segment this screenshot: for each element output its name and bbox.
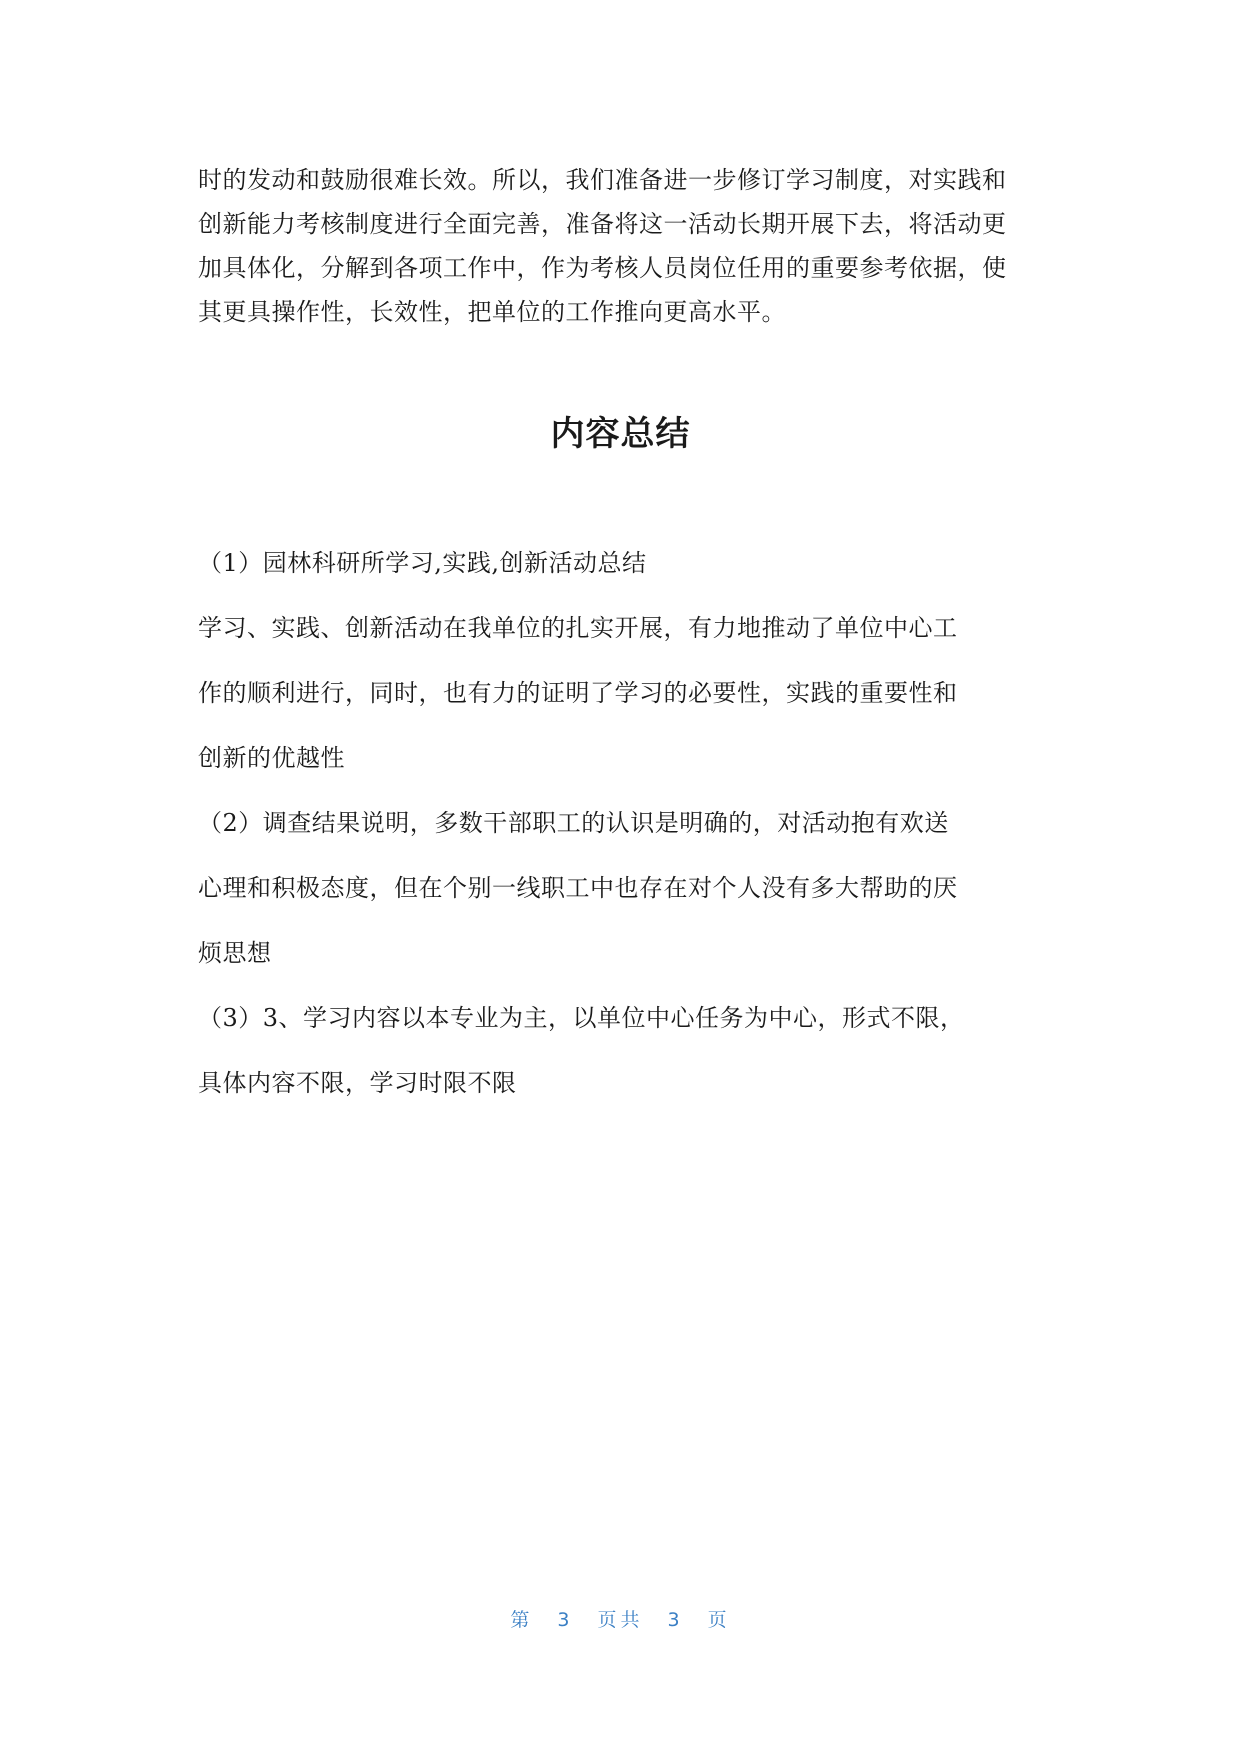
- intro-line: 其更具操作性，长效性，把单位的工作推向更高水平。: [198, 298, 786, 326]
- intro-paragraph: [198, 158, 1044, 334]
- summary-line: 创新的优越性: [198, 744, 345, 772]
- summary-body: [198, 538, 1058, 1123]
- summary-line: 学习、实践、创新活动在我单位的扎实开展，有力地推动了单位中心工: [198, 614, 958, 642]
- page-number-footer: 第 3 页共 3 页: [510, 1609, 731, 1631]
- summary-line: 心理和积极态度，但在个别一线职工中也存在对个人没有多大帮助的厌: [198, 874, 958, 902]
- intro-line: 时的发动和鼓励很难长效。所以，我们准备进一步修订学习制度，对实践和: [198, 166, 1007, 194]
- summary-line: （1）园林科研所学习,实践,创新活动总结: [198, 549, 647, 577]
- summary-line: 作的顺利进行，同时，也有力的证明了学习的必要性，实践的重要性和: [198, 679, 958, 707]
- intro-line: 创新能力考核制度进行全面完善，准备将这一活动长期开展下去，将活动更: [198, 210, 1007, 238]
- section-title: 内容总结: [550, 414, 691, 454]
- summary-line: （2）调查结果说明，多数干部职工的认识是明确的，对活动抱有欢送: [198, 809, 949, 837]
- summary-line: （3）3、学习内容以本专业为主，以单位中心任务为中心，形式不限，: [198, 1004, 965, 1032]
- intro-line: 加具体化，分解到各项工作中，作为考核人员岗位任用的重要参考依据，使: [198, 254, 1007, 282]
- summary-line: 烦思想: [198, 939, 272, 967]
- summary-line: 具体内容不限，学习时限不限: [198, 1069, 517, 1097]
